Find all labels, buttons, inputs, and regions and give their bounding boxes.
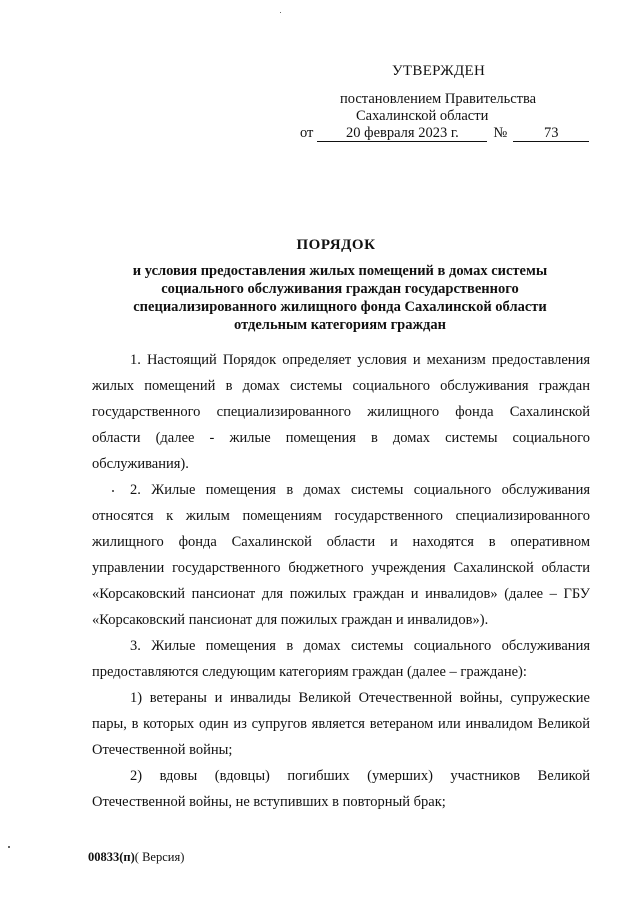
text-line: жилых помещений в домах системы социального обслуживания граждан (92, 378, 590, 394)
scan-speck (8, 846, 10, 848)
text-line: 1. Настоящий Порядок определяет условия и механизм предоставления (130, 352, 590, 368)
document-body (92, 347, 590, 815)
text-line: области (далее - жилые помещения в домах системы социального (92, 430, 590, 446)
text-line: государственного специализированного жилищного фонда Сахалинской (92, 404, 590, 420)
approval-number: 73 (513, 125, 589, 142)
text-line: Отечественной войны; (92, 742, 233, 758)
text-line: Отечественной войны, не вступивших в повторный брак; (92, 794, 446, 810)
text-line: 2) вдовы (вдовцы) погибших (умерших) участников Великой (130, 768, 590, 784)
document-title: ПОРЯДОК (296, 237, 376, 253)
approval-date-row (300, 124, 589, 142)
text-line: жилищного фонда Сахалинской области и находятся в оперативном (92, 534, 590, 550)
scan-speck (112, 490, 114, 492)
document-code: 00833(п) (88, 850, 135, 864)
text-line: «Корсаковский пансионат для пожилых граждан и инвалидов» (далее – ГБУ (92, 586, 590, 602)
paragraph-3-item-2 (92, 763, 590, 815)
approval-date: 20 февраля 2023 г. (317, 125, 487, 142)
text-line: 1) ветераны и инвалиды Великой Отечественной войны, супружеские (130, 690, 590, 706)
approval-number-label: № (493, 125, 508, 141)
text-line: 3. Жилые помещения в домах системы социального обслуживания (130, 638, 590, 654)
approval-line-2: Сахалинской области (356, 108, 489, 124)
approval-from-label: от (300, 125, 314, 141)
text-line: обслуживания). (92, 456, 189, 472)
document-subtitle (90, 262, 590, 334)
document-footer (88, 849, 184, 865)
paragraph-2 (92, 477, 590, 633)
approval-line-1: постановлением Правительства (340, 91, 537, 107)
text-line: относятся к жилым помещениям государственного специализированного (92, 508, 590, 524)
paragraph-3 (92, 633, 590, 685)
approval-title: УТВЕРЖДЕН (392, 63, 486, 79)
text-line: предоставляются следующим категориям граждан (далее – граждане): (92, 664, 527, 680)
document-version: ( Версия) (134, 850, 185, 864)
text-line: управлении государственного бюджетного учреждения Сахалинской области (92, 560, 590, 576)
text-line: пары, в которых один из супругов является ветераном или инвалидом Великой (92, 716, 590, 732)
text-line: 2. Жилые помещения в домах системы социального обслуживания (130, 482, 590, 498)
subtitle-line: специализированного жилищного фонда Сахалинской области (133, 299, 547, 315)
text-line: «Корсаковский пансионат для пожилых граждан и инвалидов»). (92, 612, 489, 628)
subtitle-line: отдельным категориям граждан (234, 317, 446, 333)
paragraph-1 (92, 347, 590, 477)
subtitle-line: социального обслуживания граждан государственного (161, 281, 519, 297)
paragraph-3-item-1 (92, 685, 590, 763)
subtitle-line: и условия предоставления жилых помещений в домах системы (132, 263, 548, 279)
scan-speck (280, 12, 281, 13)
